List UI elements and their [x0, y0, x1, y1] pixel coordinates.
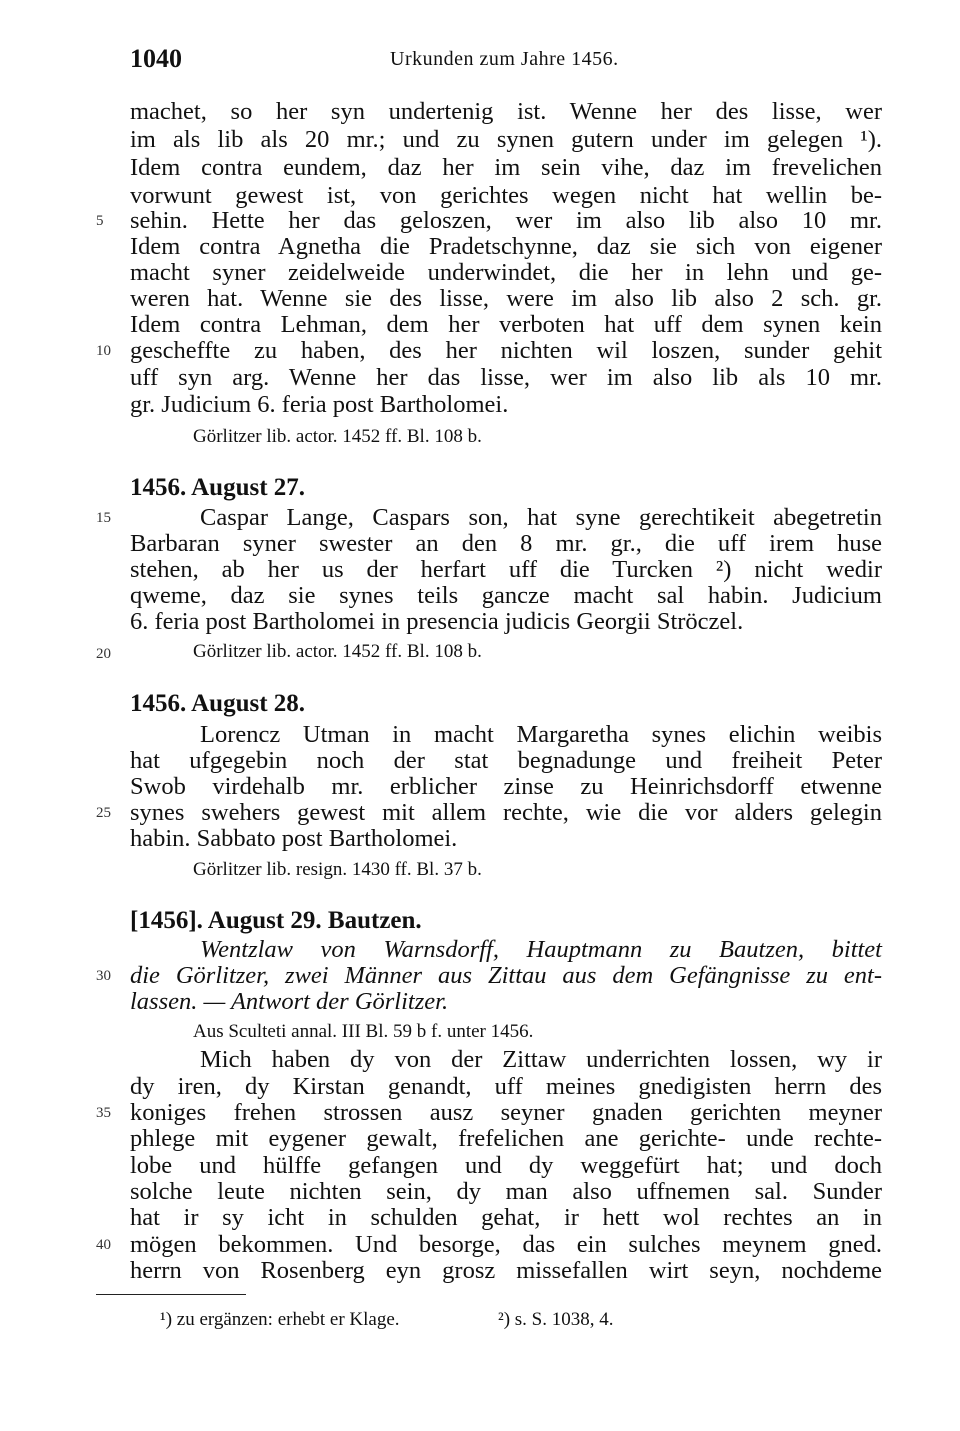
- footnote: ²) s. S. 1038, 4.: [498, 1309, 614, 1330]
- text-line: macht syner zeidelweide underwindet, die her in lehn und ge-: [130, 259, 882, 286]
- text-line: machet, so her syn undertenig ist. Wenne her des lisse, wer: [130, 98, 882, 125]
- text-line: synes swehers gewest mit allem rechte, wie die vor alders gelegin: [130, 799, 882, 826]
- text-line: Idem contra eundem, daz her im sein vihe, daz im frevelichen: [130, 154, 882, 181]
- source-citation: Görlitzer lib. resign. 1430 ff. Bl. 37 b.: [193, 859, 482, 880]
- text-line: Barbaran syner swester an den 8 mr. gr., die uff irem huse: [130, 530, 882, 557]
- line-number: 20: [96, 646, 111, 662]
- text-line: dy iren, dy Kirstan genandt, uff meines gnedigisten herrn des: [130, 1073, 882, 1100]
- source-citation: Aus Sculteti annal. III Bl. 59 b f. unter 1456.: [193, 1021, 534, 1042]
- text-line: mögen bekommen. Und besorge, das ein sulches meynem gned.: [130, 1231, 882, 1258]
- text-line: Caspar Lange, Caspars son, hat syne gerechtikeit abegetretin: [200, 504, 882, 531]
- text-line: Idem contra Agnetha die Pradetschynne, daz sie sich von eigener: [130, 233, 882, 260]
- text-line: gescheffte zu haben, des her nichten wil loszen, sunder gehit: [130, 337, 882, 364]
- text-line: lobe und hülffe gefangen und dy weggefürt hat; und doch: [130, 1152, 882, 1179]
- summary-line: die Görlitzer, zwei Männer aus Zittau aus dem Gefängnisse zu ent-: [130, 962, 882, 989]
- text-line: habin. Sabbato post Bartholomei.: [130, 825, 458, 852]
- text-line: im als lib als 20 mr.; und zu synen gutern under im gelegen ¹).: [130, 126, 882, 153]
- text-line: solche leute nichten sein, dy man also uffnemen sal. Sunder: [130, 1178, 882, 1205]
- text-line: hat ir sy icht in schulden gehat, ir hett wol rechtes an in: [130, 1204, 882, 1231]
- summary-line: lassen. — Antwort der Görlitzer.: [130, 988, 449, 1015]
- summary-line: Wentzlaw von Warnsdorff, Hauptmann zu Bautzen, bittet: [200, 936, 882, 963]
- text-line: vorwunt gewest ist, von gerichtes wegen nicht hat wellin be-: [130, 182, 882, 209]
- text-line: uff syn arg. Wenne her das lisse, wer im also lib als 10 mr.: [130, 364, 882, 391]
- line-number: 15: [96, 510, 111, 526]
- text-line: phlege mit eygener gewalt, frefelichen ane gerichte- unde rechte-: [130, 1125, 882, 1152]
- entry-heading: [1456]. August 29. Bautzen.: [130, 907, 422, 934]
- source-citation: Görlitzer lib. actor. 1452 ff. Bl. 108 b.: [193, 426, 482, 447]
- entry-heading: 1456. August 27.: [130, 474, 306, 501]
- line-number: 5: [96, 213, 104, 229]
- text-line: Swob virdehalb mr. erblicher zinse zu Heinrichsdorff etwenne: [130, 773, 882, 800]
- footnote: ¹) zu ergänzen: erhebt er Klage.: [160, 1309, 400, 1330]
- line-number: 25: [96, 805, 111, 821]
- text-line: hat ufgegebin noch der stat begnadunge und freiheit Peter: [130, 747, 882, 774]
- entry-heading: 1456. August 28.: [130, 690, 306, 717]
- text-line: gr. Judicium 6. feria post Bartholomei.: [130, 391, 509, 418]
- text-line: sehin. Hette her das geloszen, wer im also lib also 10 mr.: [130, 207, 882, 234]
- text-line: Idem contra Lehman, dem her verboten hat uff dem synen kein: [130, 311, 882, 338]
- text-line: weren hat. Wenne sie des lisse, were im also lib also 2 sch. gr.: [130, 285, 882, 312]
- line-number: 10: [96, 343, 111, 359]
- source-citation: Görlitzer lib. actor. 1452 ff. Bl. 108 b.: [193, 641, 482, 662]
- running-head: Urkunden zum Jahre 1456.: [390, 48, 619, 70]
- text-line: Mich haben dy von der Zittaw underrichten lossen, wy ir: [200, 1046, 882, 1073]
- text-line: Lorencz Utman in macht Margaretha synes elichin weibis: [200, 721, 882, 748]
- text-line: koniges frehen strossen ausz seyner gnaden gerichten meyner: [130, 1099, 882, 1126]
- text-line: qweme, daz sie synes teils gancze macht sal habin. Judicium: [130, 582, 882, 609]
- text-line: herrn von Rosenberg eyn grosz missefallen wirt seyn, nochdeme: [130, 1257, 882, 1284]
- footnote-rule: [96, 1294, 246, 1295]
- line-number: 30: [96, 968, 111, 984]
- page-number: 1040: [130, 44, 182, 73]
- line-number: 35: [96, 1105, 111, 1121]
- line-number: 40: [96, 1237, 111, 1253]
- text-line: 6. feria post Bartholomei in presencia judicis Georgii Ströczel.: [130, 608, 744, 635]
- text-line: stehen, ab her us der herfart uff die Turcken ²) nicht wedir: [130, 556, 882, 583]
